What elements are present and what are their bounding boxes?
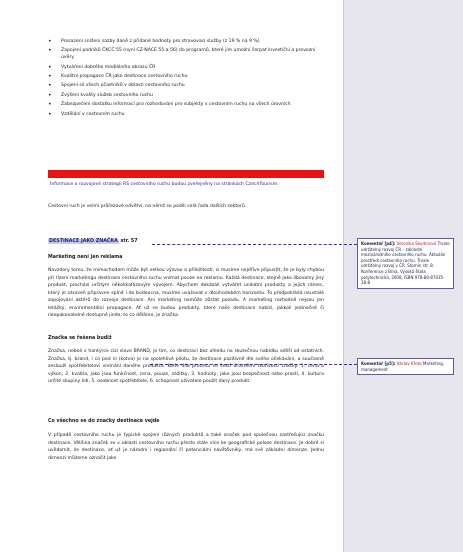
brand-heading: Značka se řešena budiž: [48, 336, 112, 341]
comment-connector: [152, 244, 357, 245]
comment-text: Trvale udržitelný rozvoj ČR – základní mezinárodního cestovního ruchu. Aktuální prostředí cestovního ruchu. Trvale udržitelný rozvoj v ČR. Stornín str. 8. Konference z Brna, Vysoká škola polytechnická, 2008, ISBN 978-80-87035-18-8: [361, 241, 450, 286]
bullet-item: • Kvalitní propagace ČR jako destinace cestovního ruchu: [48, 74, 316, 81]
section-heading-highlight: DESTINACE JAKO ZNAČKA: [49, 239, 118, 244]
highlighted-notice-text: Informace o rozvojové strategii RS cestovního ruchu budou zveřejněny na stránkách CzechTourism.: [50, 182, 279, 187]
section-heading-rest: str. 57: [118, 239, 138, 244]
highlighted-notice: [48, 170, 324, 187]
section-heading: [48, 238, 138, 245]
comment-text: Marketing, management: [361, 361, 445, 372]
strategy-bullet-list: [48, 39, 316, 121]
marketing-heading: Marketing není jen reklama: [48, 255, 123, 260]
intro-paragraph: Cestovní ruch je velmi průřezové odvětví, na němž se podílí celá řada dalších sektorů.: [48, 204, 247, 209]
comment-author: Václav Křeta: [396, 361, 422, 366]
everything-heading: Co všechno se do značky destinace vejde: [48, 419, 160, 424]
bullet-item: • Spojení sil všech účastníků v oblasti cestovního ruchu: [48, 83, 316, 90]
bullet-item: • Vytváření dobrého mediálního obrazu ČR: [48, 65, 316, 72]
marketing-paragraph: Navzdory tomu, že mimochodem může být velkou výzvou a příležitostí, si musíme nejdříve připustit, že je byly chybou při řízení marketingu destinace cestovního ruchu vnímat pouze na reklamu. Každá destinace, stejně jako libovolný jiný produkt, prochází určitým několikafázovým vývojem. Abychom dokázali vytvářet unikátní produkty a jejich rámec, který je zároveň připraven splnit i do budoucna, musíme uvažovat v dlouhodobém horizontu. To předpokládá neustálé zapojování aktérů do rozvoje destinace. Ani marketing nemůže zůstat pozadu. A marketing rozhodně nejsou jen letáčky, enviromentální propagace. Ať už se budou produkty, které naše destinace nabízí, jakkoli jedinečné či neopakovatelné dostupné jinde, to co děláme, je značka.: [48, 268, 324, 318]
bullet-item: • Zabezpečení dostatku informací pro rozhodování pro subjekty v cestovním ruchu na všech úrovních: [48, 102, 316, 109]
comment-balloon[interactable]: [357, 358, 454, 375]
bullet-item: • Vzdělání v cestovním ruchu: [48, 112, 316, 119]
comment-author: Veronika Škudrnová: [396, 241, 437, 246]
comment-connector: [150, 364, 357, 365]
everything-paragraph: V případě cestovního ruchu je typické spojení různých produktů a také značek pod společnou zastřešující značku destinace. Většina značek se v oblasti cestovního ruchu přesto stále více ke geografické poloze destinace. Je dobré si uvědomit, že destinace, ať už je národní i regionální či potenciální návštěvníky, má své základní dimenze. Jednu dimenzi můžeme označit jako: [48, 433, 324, 461]
bullet-item: • Zapojení podniků ČKCČ 55 (nyní CZ-NACE 55 a 56) do programů, které jim umožní čerpat investiční a provozní úvěry: [48, 48, 316, 62]
brand-paragraph: Značka, nebolí v hantýrce cizí slovo BRAND, je tím, co destinaci bez ohledu na skutečnou nabídku odliší od ostatních. Značka, tj. brand, i co pod ní (kotva) je na spolehlivé pilotu, že destinace pozitivně dle svého očekávání, a současně zeslouží spotřebitelovi vnímání daného produktu. Kotle díla procesu se šesti úrovněmi tvořivosti značky: 1. cena a výkon, 2. kvalita, jako jsou funkčnost, cena, pouze, zážitky, 3. hodnoty, jako jsou bezpečnost nebo prostí, 4. kultura určité skupiny lidí, 5. osobnost spotřebitele, 6. schopnost uživatele použít daný produkt.: [48, 349, 324, 384]
bullet-item: • Prosazení snížení sazby daně z přidané hodnoty pro stravovací služby (z 19 % na 9 %): [48, 39, 316, 46]
bullet-item: • Zvýšení kvality služeb cestovního ruchu: [48, 93, 316, 100]
comment-label: Komentář [p5]:: [361, 361, 396, 366]
comment-balloon[interactable]: [357, 238, 454, 289]
comment-label: Komentář [p4]:: [361, 241, 396, 246]
